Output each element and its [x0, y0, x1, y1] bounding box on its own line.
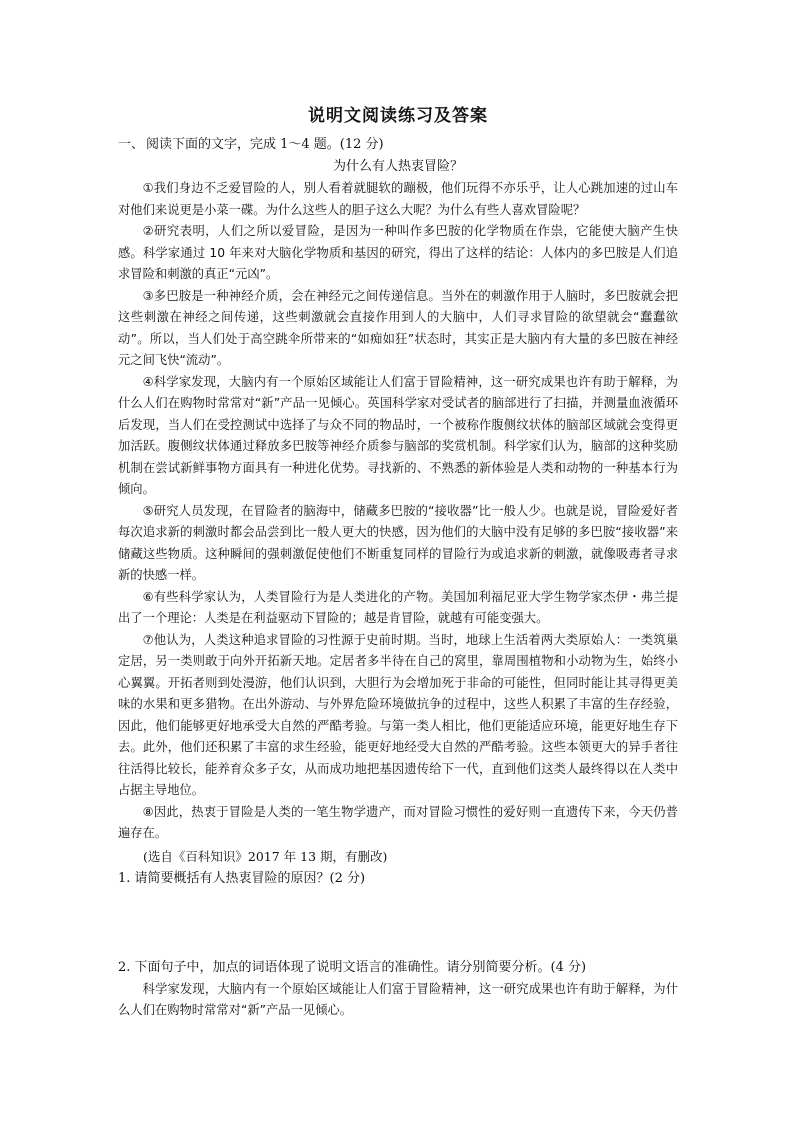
- paragraph-8: ⑧因此，热衷于冒险是人类的一笔生物学遗产，而对冒险习惯性的爱好则一直遗传下来，今天仍普遍存在。: [118, 804, 678, 840]
- paragraph-6: ⑥有些科学家认为，人类冒险行为是人类进化的产物。美国加利福尼亚大学生物学家杰伊・弗兰提出了一个理论：人类是在利益驱动下冒险的；越是肯冒险，就越有可能变强大。: [118, 589, 678, 625]
- document-content: [118, 104, 678, 1022]
- question-1: 1. 请简要概括有人热衷冒险的原因？(2 分): [118, 870, 366, 886]
- article-source: (选自《百科知识》2017 年 13 期，有删改): [143, 848, 388, 864]
- section-number: 一、: [118, 137, 145, 152]
- paragraph-5: ⑤研究人员发现，在冒险者的脑海中，储藏多巴胺的“接收器”比一般人少。也就是说，冒险爱好者每次追求新的刺激时都会品尝到比一般人更大的快感，因为他们的大脑中没有足够的多巴胺“接收器”来储藏这些物质。这种瞬间的强刺激促使他们不断重复同样的冒险行为或追求新的刺激，就像吸毒者寻求新的快感一样。: [118, 503, 678, 582]
- question-2: 2. 下面句子中，加点的词语体现了说明文语言的准确性。请分别简要分析。(4 分): [118, 959, 587, 975]
- paragraph-3: ③多巴胺是一种神经介质，会在神经元之间传递信息。当外在的刺激作用于人脑时，多巴胺就会把这些刺激在神经之间传递，这些刺激就会直接作用到人的大脑中，人们寻求冒险的欲望就会“蠢蠢欲动”。所以，当人们处于高空跳伞所带来的“如痴如狂”状态时，其实正是大脑内有大量的多巴胺在神经元之间飞快“流动”。: [118, 288, 678, 367]
- section-heading: [118, 134, 678, 156]
- answer-space: [118, 890, 678, 957]
- paragraph-7: ⑦他认为，人类这种追求冒险的习性源于史前时期。当时，地球上生活着两大类原始人：一类筑巢定居，另一类则敢于向外开拓新天地。定居者多半待在自己的窝里，靠周围植物和小动物为生，始终小心翼翼。开拓者则到处漫游，他们认识到，大胆行为会增加死于非命的可能性，但同时能让其寻得更美味的水果和更多猎物。在出外游动、与外界危险环境做抗争的过程中，这些人积累了丰富的生存经验，因此，他们能够更好地承受大自然的严酷考验。与第一类人相比，他们更能适应环境，能更好地生存下去。此外，他们还积累了丰富的求生经验，能更好地经受大自然的严酷考验。这些本领更大的异手者往往活得比较长，能养育众多子女，从而成功地把基因遗传给下一代，直到他们这类人最终得以在人类中占据主导地位。: [118, 632, 678, 797]
- article-title: 为什么有人热衷冒险？: [332, 159, 463, 174]
- section-instruction: 阅读下面的文字，完成 1～4 题。(12 分): [146, 137, 384, 152]
- paragraph-2: ②研究表明，人们之所以爱冒险，是因为一种叫作多巴胺的化学物质在作祟，它能使大脑产生快感。科学家通过 10 年来对大脑化学物质和基因的研究，得出了这样的结论：人体内的多巴胺是人们追求冒险和刺激的真正“元凶”。: [118, 224, 678, 281]
- page-title: 说明文阅读练习及答案: [308, 106, 488, 126]
- paragraph-4: ④科学家发现，大脑内有一个原始区域能让人们富于冒险精神，这一研究成果也许有助于解释，为什么人们在购物时常常对“新”产品一见倾心。英国科学家对受试者的脑部进行了扫描，并测量血液循环后发现，当人们在受控测试中选择了与众不同的物品时，一个被称作腹侧纹状体的脑部区域就会变得更加活跃。腹侧纹状体通过释放多巴胺等神经介质参与脑部的奖赏机制。科学家们认为，脑部的这种奖励机制在尝试新鲜事物方面具有一种进化优势。寻找新的、不熟悉的新体验是人类和动物的一种基本行为倾向。: [118, 374, 678, 496]
- paragraph-1: ①我们身边不乏爱冒险的人，别人看着就腿软的蹦极，他们玩得不亦乐乎，让人心跳加速的过山车对他们来说更是小菜一碟。为什么这些人的胆子这么大呢？为什么有些人喜欢冒险呢？: [118, 181, 678, 217]
- quoted-sentence: 科学家发现，大脑内有一个原始区域能让人们富于冒险精神，这一研究成果也许有助于解释，为什么人们在购物时常常对“新”产品一见倾心。: [118, 981, 678, 1017]
